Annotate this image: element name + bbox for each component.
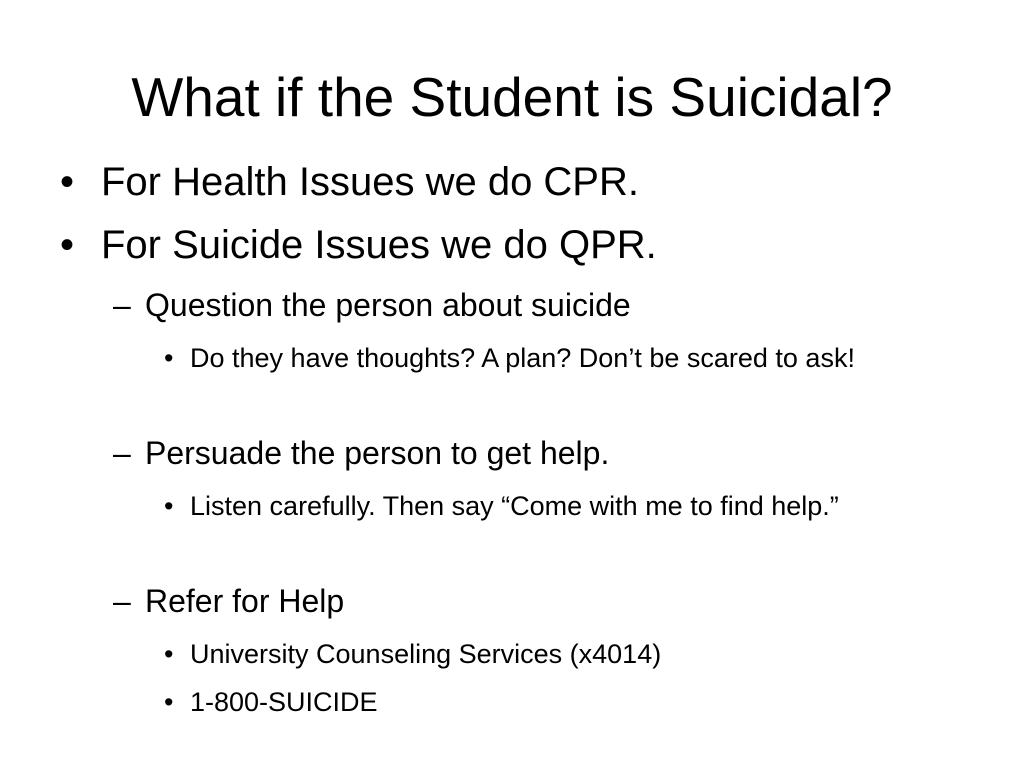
bullet-marker: •	[164, 343, 174, 373]
detail-text: 1-800-SUICIDE	[190, 687, 378, 717]
subbullet-text: Refer for Help	[145, 583, 345, 619]
bullet-text: For Health Issues we do CPR.	[101, 160, 639, 204]
bullet-marker: •	[60, 160, 75, 204]
bullet-marker: •	[60, 223, 75, 267]
subbullet-text: Question the person about suicide	[145, 287, 631, 323]
bullet-marker: •	[164, 687, 174, 717]
dash-marker: –	[113, 583, 131, 619]
subbullet-text: Persuade the person to get help.	[145, 435, 610, 471]
dash-marker: –	[113, 435, 131, 471]
bullet-text: For Suicide Issues we do QPR.	[101, 223, 657, 267]
bullet-marker: •	[164, 639, 174, 669]
slide-title: What if the Student is Suicidal?	[131, 66, 893, 128]
dash-marker: –	[113, 287, 131, 323]
detail-text: Do they have thoughts? A plan? Don’t be scared to ask!	[190, 343, 855, 373]
bullet-marker: •	[164, 491, 174, 521]
detail-text: University Counseling Services (x4014)	[190, 639, 662, 669]
detail-text: Listen carefully. Then say “Come with me to find help.”	[190, 491, 839, 521]
